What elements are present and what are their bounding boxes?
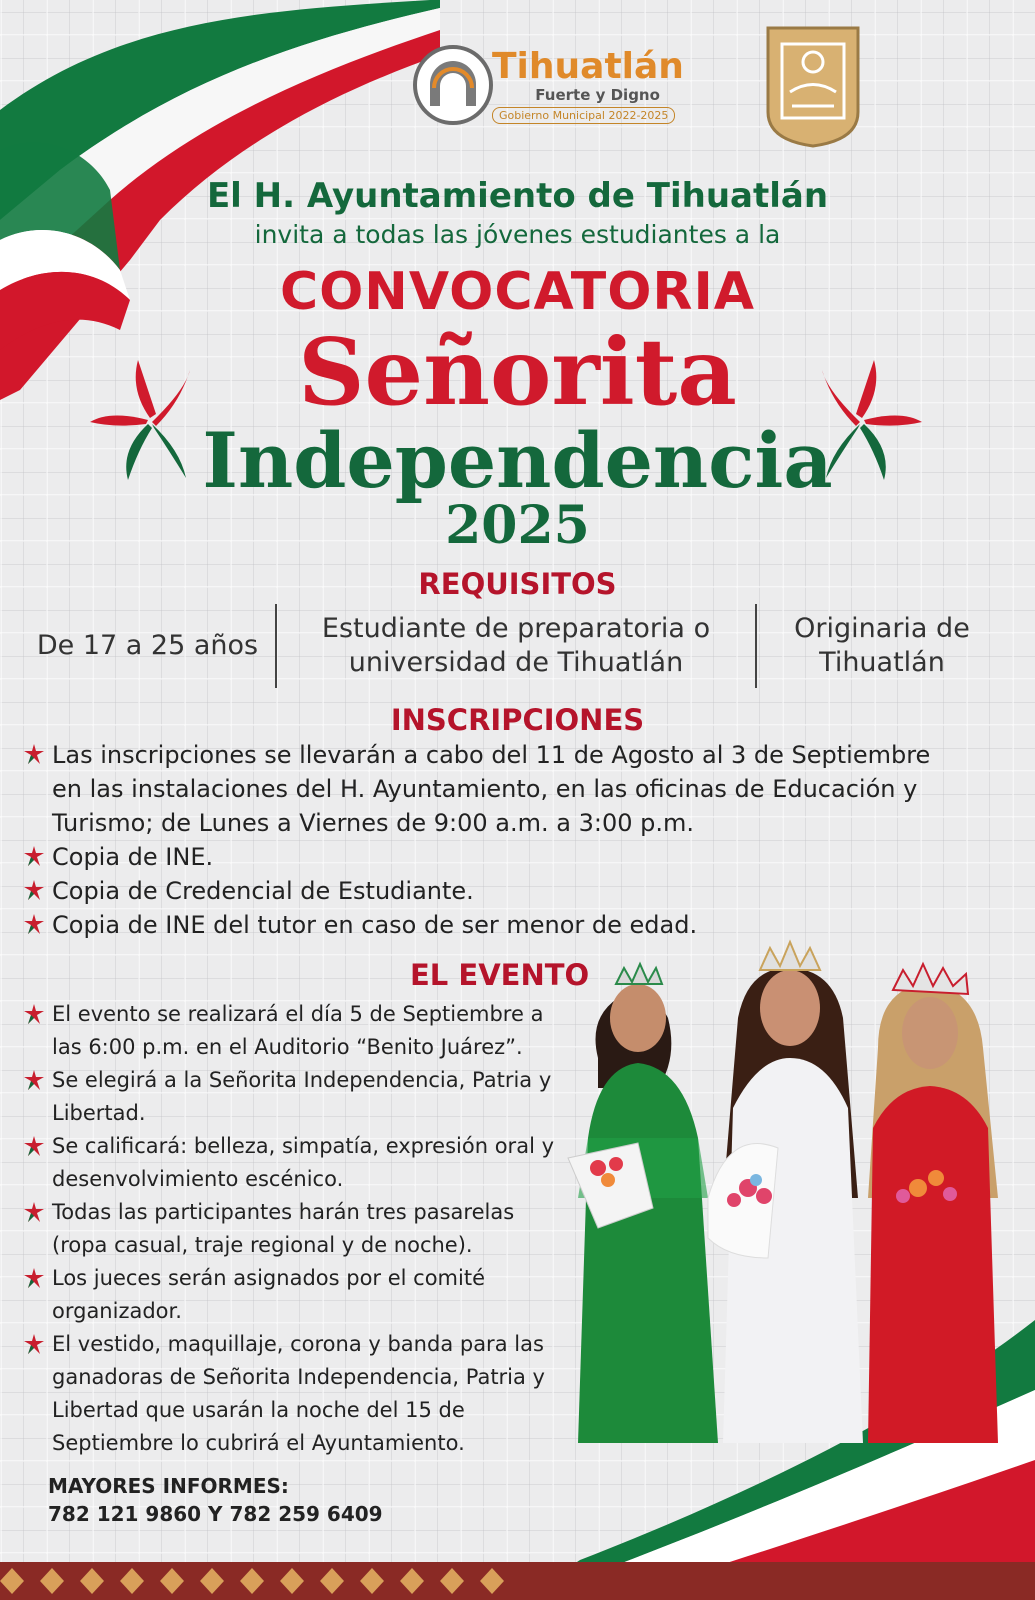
star-bullet-icon [22, 912, 46, 936]
firework-left-icon [90, 350, 200, 490]
star-bullet-icon [22, 878, 46, 902]
requisitos-title: REQUISITOS [418, 567, 617, 601]
logo-name: Tihuatlán [492, 46, 684, 87]
logo-subtitle: Gobierno Municipal 2022-2025 [492, 107, 675, 124]
logo-slogan: Fuerte y Digno [535, 86, 660, 104]
list-item-text: Todas las participantes harán tres pasarelas (ropa casual, traje regional y de noche). [52, 1200, 515, 1257]
list-item [22, 1130, 562, 1196]
headline-invitation: invita a todas las jóvenes estudiantes a la [254, 220, 781, 249]
star-bullet-icon [22, 1002, 46, 1026]
contact-block [48, 1472, 383, 1528]
star-bullet-icon [22, 1134, 46, 1158]
inscripciones-title: INSCRIPCIONES [390, 703, 645, 737]
list-item [22, 840, 940, 874]
star-bullet-icon [22, 844, 46, 868]
headline-convocatoria: CONVOCATORIA [279, 262, 756, 322]
queen-middle [708, 942, 863, 1443]
list-item-text: El evento se realizará el día 5 de Septiembre a las 6:00 p.m. en el Auditorio “Benito Juárez”. [52, 1002, 544, 1059]
list-item-text: Copia de INE. [52, 843, 214, 871]
list-item-text: Se elegirá a la Señorita Independencia, Patria y Libertad. [52, 1068, 552, 1125]
requisito-originaria: Originaria de Tihuatlán [794, 613, 970, 678]
star-bullet-icon [22, 1332, 46, 1356]
requisito-estudiante: Estudiante de preparatoria o universidad de Tihuatlán [321, 613, 711, 678]
requisito-edad: De 17 a 25 años [36, 630, 259, 661]
list-item-text: Copia de Credencial de Estudiante. [52, 877, 474, 905]
list-item [22, 738, 940, 840]
inscripciones-list [22, 738, 940, 942]
evento-list [22, 998, 562, 1460]
queens-photo [558, 938, 1035, 1443]
star-bullet-icon [22, 742, 46, 766]
list-item [22, 1196, 562, 1262]
list-item-text: Los jueces serán asignados por el comité organizador. [52, 1266, 485, 1323]
list-item [22, 874, 940, 908]
list-item [22, 1328, 562, 1460]
queen-right [868, 964, 998, 1443]
list-item [22, 1064, 562, 1130]
tihuatlan-logo-icon [412, 44, 494, 126]
list-item [22, 908, 940, 942]
bottom-border-pattern [0, 1562, 1035, 1600]
coat-of-arms-icon [762, 22, 864, 150]
star-bullet-icon [22, 1266, 46, 1290]
star-bullet-icon [22, 1068, 46, 1092]
headline-year: 2025 [445, 495, 590, 556]
list-item-text: Las inscripciones se llevarán a cabo del 11 de Agosto al 3 de Septiembre en las instalaciones del H. Ayuntamiento, en las oficinas de Educación y Turismo; de Lunes a Viernes de 9:00 a.m. a 3:00 p.m. [52, 741, 931, 837]
firework-right-icon [812, 350, 922, 490]
headline-senorita: Señorita [298, 318, 737, 426]
contact-label: MAYORES INFORMES: [48, 1474, 289, 1498]
contact-phones: 782 121 9860 Y 782 259 6409 [48, 1502, 383, 1526]
list-item [22, 1262, 562, 1328]
headline-independencia: Independencia [202, 416, 833, 505]
evento-title: EL EVENTO [410, 958, 590, 992]
headline-organization: El H. Ayuntamiento de Tihuatlán [206, 176, 829, 216]
list-item-text: Copia de INE del tutor en caso de ser menor de edad. [52, 911, 698, 939]
requisitos-row [20, 604, 1015, 688]
logo-text-block [492, 48, 684, 124]
list-item-text: Se calificará: belleza, simpatía, expresión oral y desenvolvimiento escénico. [52, 1134, 555, 1191]
list-item-text: El vestido, maquillaje, corona y banda para las ganadoras de Señorita Independencia, Patria y Libertad que usarán la noche del 15 de Septiembre lo cubrirá el Ayuntamiento. [52, 1332, 545, 1455]
list-item [22, 998, 562, 1064]
star-bullet-icon [22, 1200, 46, 1224]
